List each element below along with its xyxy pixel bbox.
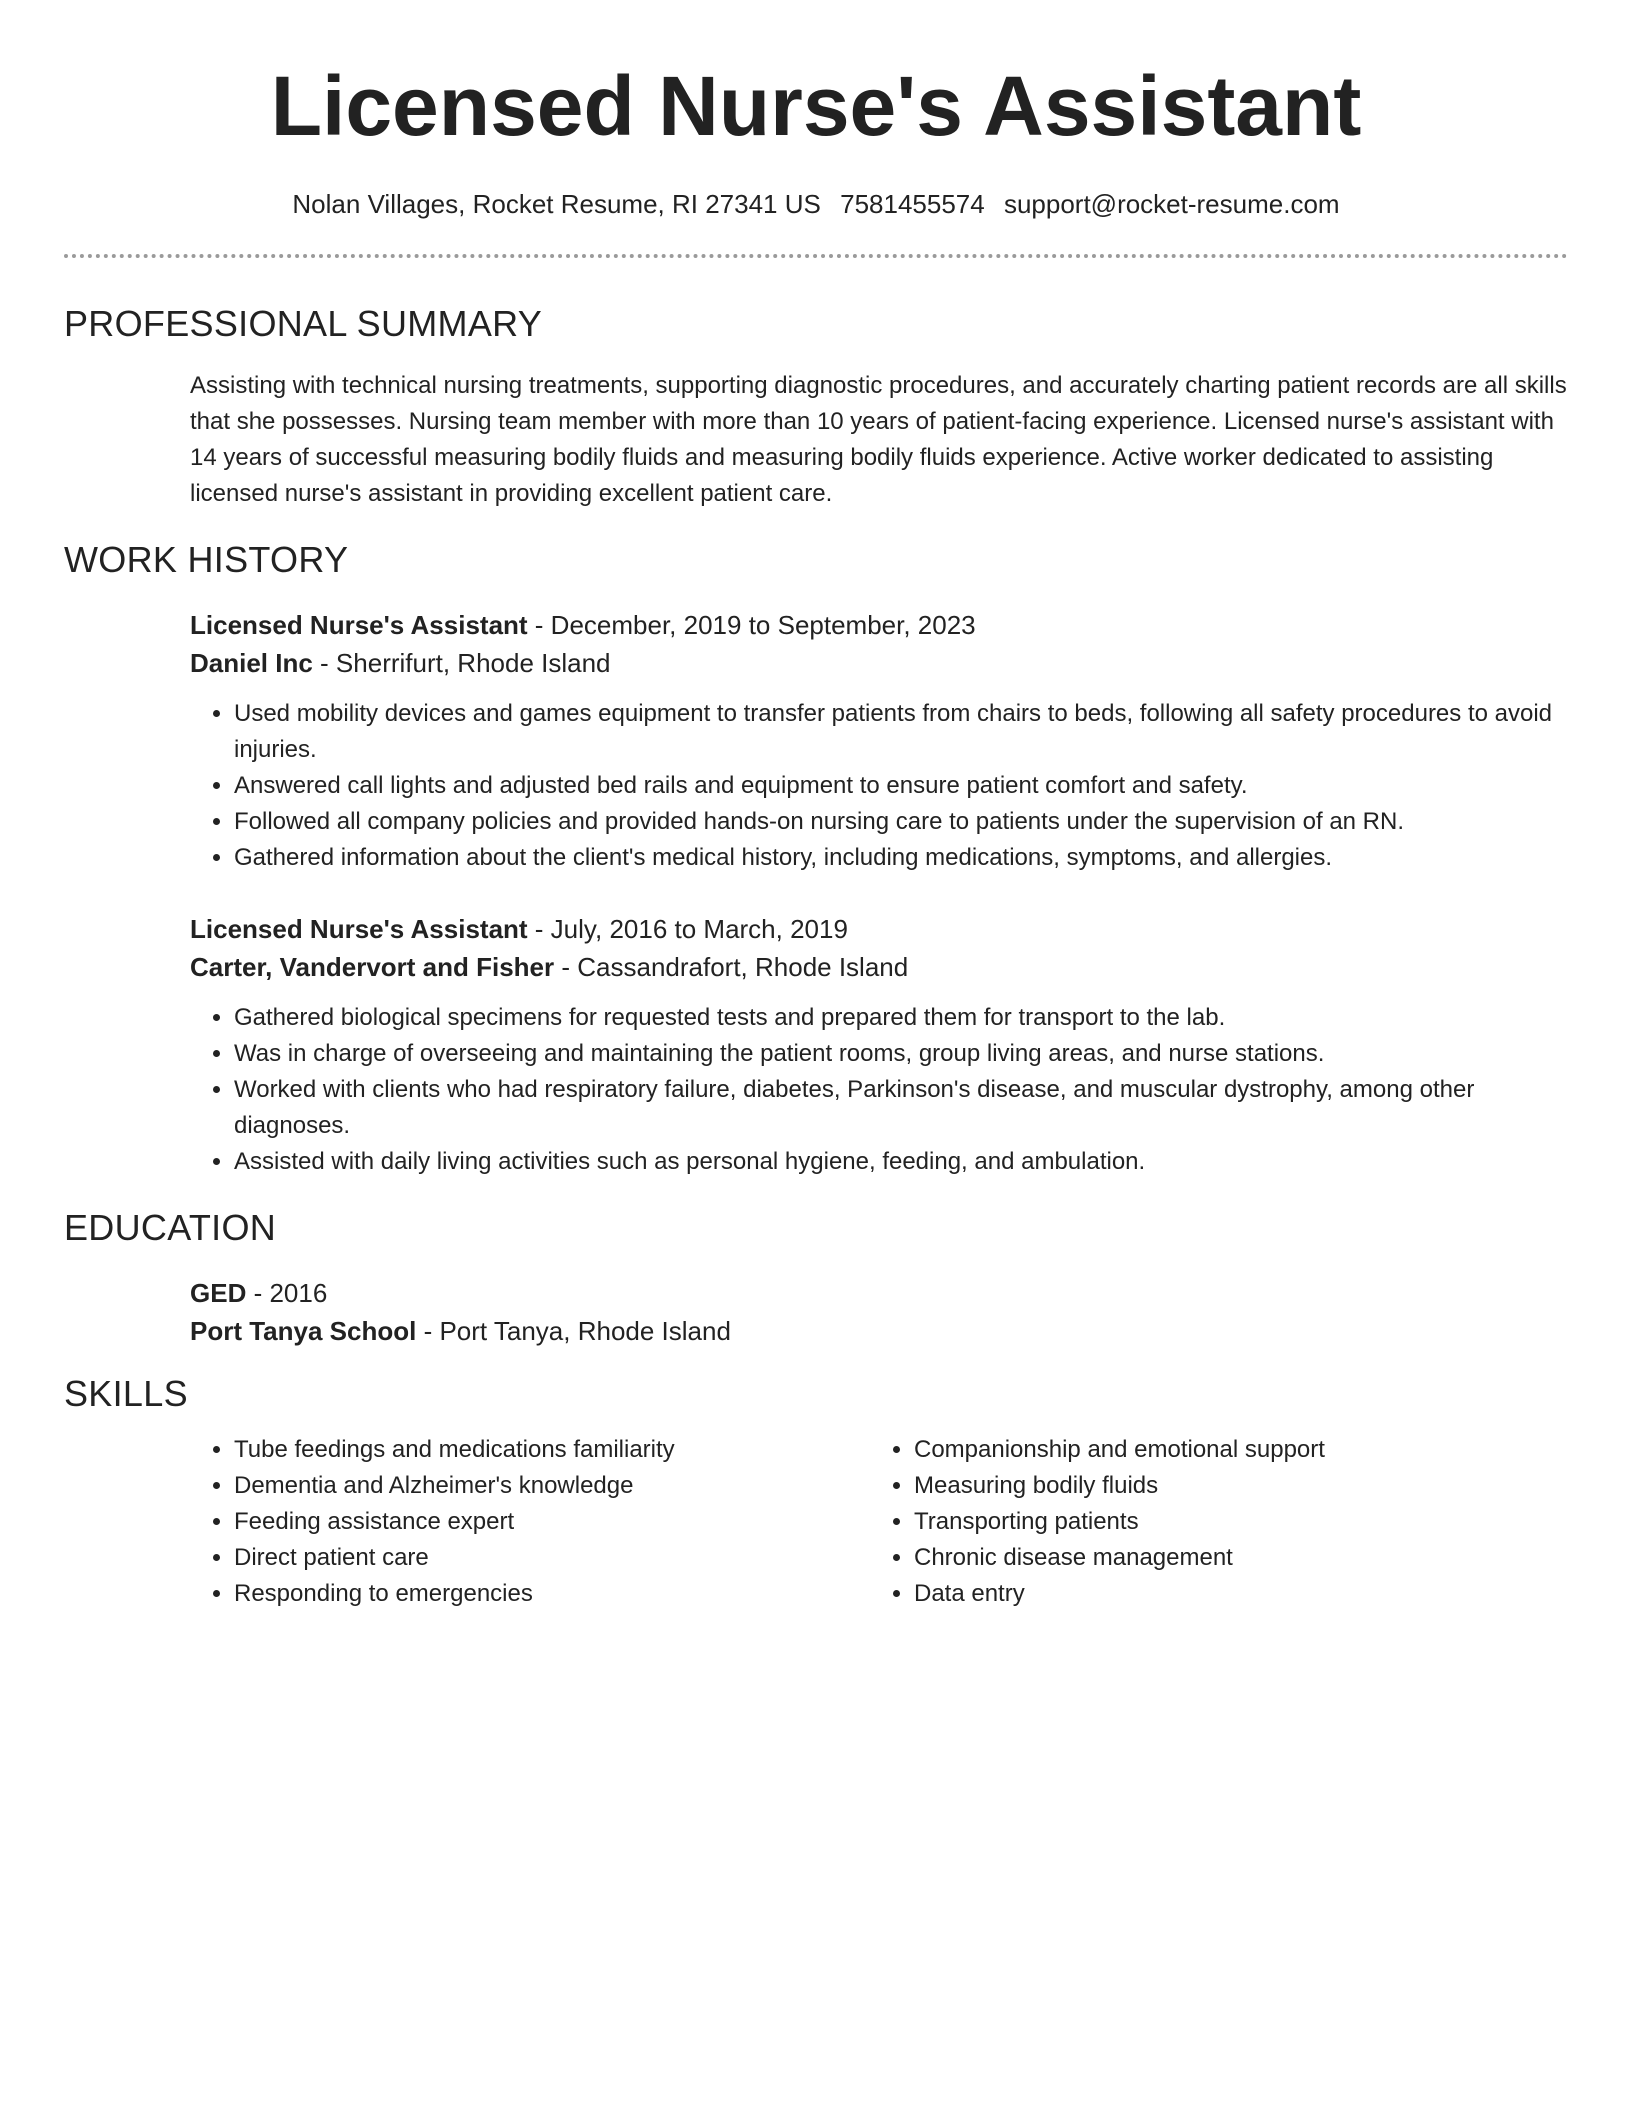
job-location: - Sherrifurt, Rhode Island xyxy=(312,648,611,678)
education-school-line xyxy=(190,1312,1568,1350)
summary-text: Assisting with technical nursing treatments, supporting diagnostic procedures, and accurately charting patient records are all skills that she possesses. Nursing team member with more than 10 years of patient-facing experience. Licensed nurse's assistant with 14 years of successful measuring bodily fluids and measuring bodily fluids experience. Active worker dedicated to assisting licensed nurse's assistant in providing excellent patient care. xyxy=(190,372,1567,507)
job-company: Daniel Inc xyxy=(190,648,313,678)
job-duty: • Used mobility devices and games equipment to transfer patients from chairs to beds, following all safety procedures to avoid injuries. xyxy=(234,696,1568,768)
skill-item: • Responding to emergencies xyxy=(234,1576,870,1612)
section-title-skills: SKILLS xyxy=(64,1373,188,1414)
job-location: - Cassandrafort, Rhode Island xyxy=(554,952,909,982)
resume-page xyxy=(64,0,1568,1612)
job-duty: • Gathered biological specimens for requested tests and prepared them for transport to the lab. xyxy=(234,1000,1568,1036)
skill-item: • Data entry xyxy=(914,1576,1550,1612)
contact-email[interactable]: support@rocket-resume.com xyxy=(1003,189,1340,219)
contact-line xyxy=(64,188,1568,220)
skill-item: • Dementia and Alzheimer's knowledge xyxy=(234,1468,870,1504)
education-year: - 2016 xyxy=(246,1278,328,1308)
education-entry xyxy=(190,1274,1568,1350)
job-dates: - December, 2019 to September, 2023 xyxy=(527,610,976,640)
job-duty: • Assisted with daily living activities such as personal hygiene, feeding, and ambulation. xyxy=(234,1144,1568,1180)
skill-item: • Tube feedings and medications familiarity xyxy=(234,1432,870,1468)
skills-list-right xyxy=(870,1432,1550,1612)
job-duty: • Was in charge of overseeing and maintaining the patient rooms, group living areas, and nurse stations. xyxy=(234,1036,1568,1072)
job-company-line xyxy=(190,948,1568,986)
skill-item: • Direct patient care xyxy=(234,1540,870,1576)
skills-list-left xyxy=(190,1432,870,1612)
job-duty: • Answered call lights and adjusted bed rails and equipment to ensure patient comfort and safety. xyxy=(234,768,1568,804)
job-company-line xyxy=(190,644,1568,682)
job-role: Licensed Nurse's Assistant xyxy=(190,914,528,944)
header-divider xyxy=(64,254,1568,258)
contact-address: Nolan Villages, Rocket Resume, RI 27341 US xyxy=(292,189,821,219)
job-role: Licensed Nurse's Assistant xyxy=(190,610,528,640)
skill-item: • Transporting patients xyxy=(914,1504,1550,1540)
job-duty: • Followed all company policies and provided hands-on nursing care to patients under the supervision of an RN. xyxy=(234,804,1568,840)
education-degree-line xyxy=(190,1274,1568,1312)
job-entry xyxy=(190,910,1568,1180)
job-duties-list xyxy=(190,1000,1568,1180)
section-title-education: EDUCATION xyxy=(64,1207,277,1248)
job-duty: • Worked with clients who had respiratory failure, diabetes, Parkinson's disease, and muscular dystrophy, among other diagnoses. xyxy=(234,1072,1568,1144)
job-duties-list xyxy=(190,696,1568,876)
section-title-work-history: WORK HISTORY xyxy=(64,539,349,580)
skills-columns xyxy=(190,1432,1568,1612)
skill-item: • Measuring bodily fluids xyxy=(914,1468,1550,1504)
education-school: Port Tanya School xyxy=(190,1316,417,1346)
job-entry xyxy=(190,606,1568,876)
resume-name: Licensed Nurse's Assistant xyxy=(270,59,1362,153)
skill-item: • Chronic disease management xyxy=(914,1540,1550,1576)
education-degree: GED xyxy=(190,1278,247,1308)
job-title-line xyxy=(190,606,1568,644)
skill-item: • Companionship and emotional support xyxy=(914,1432,1550,1468)
job-dates: - July, 2016 to March, 2019 xyxy=(527,914,848,944)
contact-phone: 7581455574 xyxy=(840,189,985,219)
section-title-summary: PROFESSIONAL SUMMARY xyxy=(64,303,543,344)
job-title-line xyxy=(190,910,1568,948)
job-company: Carter, Vandervort and Fisher xyxy=(190,952,555,982)
skill-item: • Feeding assistance expert xyxy=(234,1504,870,1540)
education-location: - Port Tanya, Rhode Island xyxy=(416,1316,731,1346)
job-duty: • Gathered information about the client's medical history, including medications, symptoms, and allergies. xyxy=(234,840,1568,876)
